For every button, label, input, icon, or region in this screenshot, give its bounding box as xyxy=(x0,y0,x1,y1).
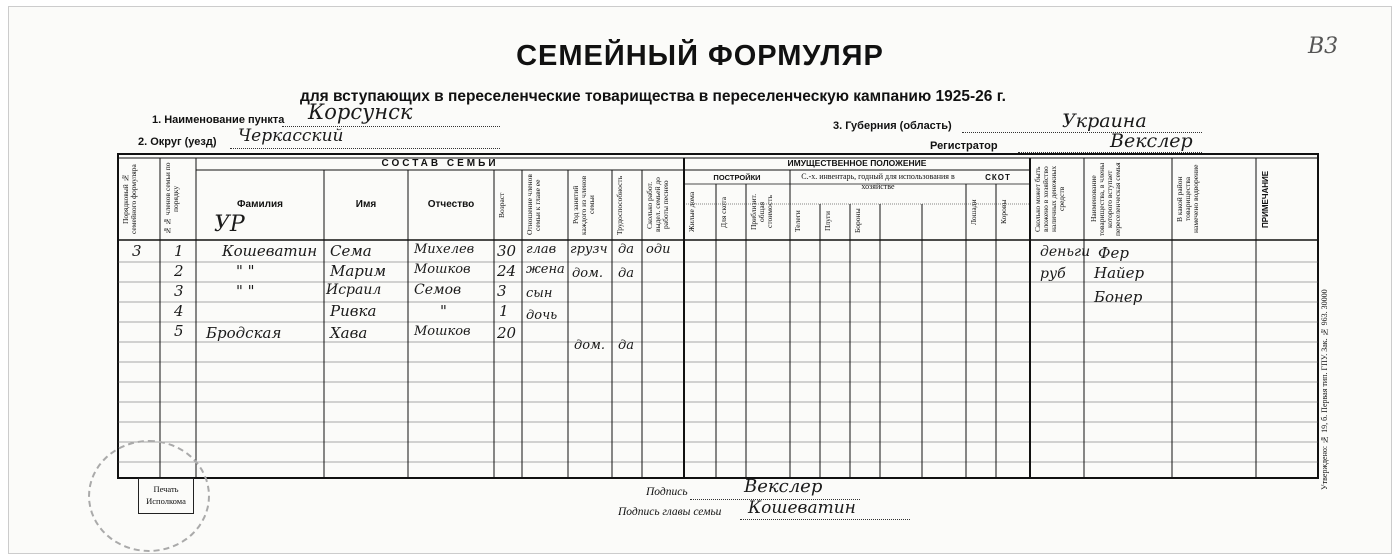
group-family-header: СОСТАВ СЕМЬИ xyxy=(381,158,499,169)
col-patronymic: Отчество xyxy=(427,199,475,210)
row4-patronymic: " xyxy=(440,302,447,320)
row1-surname: Кошеватин xyxy=(222,242,318,260)
col-notes: ПРИМЕЧАНИЕ xyxy=(1261,170,1270,228)
col-cattleshed: Для скота xyxy=(719,196,728,228)
okrug-value: Черкасский xyxy=(238,126,344,146)
col-age: Возраст xyxy=(497,192,506,218)
row3-patronymic: Семов xyxy=(414,282,462,298)
form-subtitle: для вступающих в переселенческие товарищества в переселенческую кампанию 1925-26 г. xyxy=(300,88,1006,105)
col-horses: Лошади xyxy=(969,199,978,225)
col-house: Жилые дома xyxy=(687,191,696,233)
row1-member-no: 1 xyxy=(174,242,184,260)
punkt-value: Корсунск xyxy=(308,100,413,124)
corner-mark: В3 xyxy=(1308,34,1339,59)
row1-patronymic: Михелев xyxy=(414,242,475,257)
row1-ability: да xyxy=(618,242,634,257)
buildings-header: ПОСТРОЙКИ xyxy=(713,173,761,182)
row3-member-no: 3 xyxy=(174,282,184,300)
col-ability: Трудоспособность xyxy=(615,175,624,235)
row5-occupation: дом. xyxy=(574,338,605,353)
head-signature-value: Кошеватин xyxy=(748,498,856,518)
row3-age: 3 xyxy=(497,282,507,300)
row4-name: Ривка xyxy=(330,302,377,320)
row3-partnership: Бонер xyxy=(1094,288,1143,306)
row2-occupation: дом. xyxy=(572,266,603,281)
row5-patronymic: Мошков xyxy=(414,324,471,339)
seal-box: Печать Исполкома xyxy=(138,478,194,514)
row2-patronymic: Мошков xyxy=(414,262,471,277)
col-name: Имя xyxy=(355,199,377,210)
row1-form-no: 3 xyxy=(132,242,142,260)
head-signature-label: Подпись главы семьи xyxy=(618,506,722,518)
col-approx: Приблизит. общая стоимость xyxy=(749,193,774,231)
gubernia-label: 3. Губерния (область) xyxy=(833,120,952,132)
row1-occupation: грузч xyxy=(570,242,608,257)
row1-name: Сема xyxy=(330,242,372,260)
punkt-label: 1. Наименование пункта xyxy=(152,114,285,126)
row2-relation: жена xyxy=(526,262,565,277)
surname-mark: УР xyxy=(214,212,245,237)
row5-ability: да xyxy=(618,338,634,353)
form-title: СЕМЕЙНЫЙ ФОРМУЛЯР xyxy=(516,40,884,72)
row2-ability: да xyxy=(618,266,634,281)
row1-workyears: оди xyxy=(646,242,671,257)
row4-age: 1 xyxy=(499,302,509,320)
gubernia-value: Украина xyxy=(1062,110,1147,132)
col-occupation: Род занятий каждого из членов семьи xyxy=(571,175,596,235)
row2-surname: " " xyxy=(236,262,255,280)
registrator-label: Регистратор xyxy=(930,140,998,152)
head-signature-line xyxy=(740,519,910,520)
row5-name: Хава xyxy=(330,324,368,342)
group-property-header: ИМУЩЕСТВЕННОЕ ПОЛОЖЕНИЕ xyxy=(787,158,927,168)
row1-money: деньги xyxy=(1040,244,1091,260)
row2-member-no: 2 xyxy=(174,262,184,280)
row5-member-no: 5 xyxy=(174,322,184,340)
col-cows: Коровы xyxy=(999,199,1008,225)
col-carts: Телеги xyxy=(793,210,802,232)
signature-label: Подпись xyxy=(646,486,688,498)
row4-relation: дочь xyxy=(526,308,558,323)
col-relation: Отношение членов семьи к главе ее xyxy=(525,174,542,236)
col-workyears: Сколько работ. выдел. семьей до работы песнею xyxy=(645,177,670,233)
row4-member-no: 4 xyxy=(174,302,184,320)
col-partnership: Наименование товарищества, в члены которого вступает переселенческая семья xyxy=(1089,162,1122,236)
col-form-no: Порядковый № семейного формуляра xyxy=(121,164,138,234)
row1-relation: глав xyxy=(526,242,557,257)
row5-surname: Бродская xyxy=(206,324,282,342)
col-region: В какой район товарищества намечено водворение xyxy=(1175,164,1200,234)
row2-partnership: Найер xyxy=(1094,264,1145,282)
inventory-header: С.-х. инвентарь, годный для использования в хозяйстве xyxy=(801,172,955,191)
okrug-label: 2. Округ (уезд) xyxy=(138,136,217,148)
row3-name: Исраил xyxy=(326,282,382,298)
row1-partnership: Фер xyxy=(1098,244,1129,262)
col-member-no: №№ членов семьи по порядку xyxy=(163,162,180,236)
row2-money: руб xyxy=(1040,266,1066,282)
row3-relation: сын xyxy=(526,286,553,301)
row5-age: 20 xyxy=(497,324,517,342)
registrator-value: Векслер xyxy=(1110,130,1193,152)
printer-note: Утверждено: № 19, б. Первая тип. ГПУ. Зак. № 963. 30000 xyxy=(1320,289,1329,490)
row2-name: Марим xyxy=(330,262,387,280)
col-harrows: Бороны xyxy=(853,208,862,234)
col-surname: Фамилия xyxy=(237,199,283,210)
row3-surname: " " xyxy=(236,282,255,300)
livestock-header: СКОТ xyxy=(985,173,1011,182)
row2-age: 24 xyxy=(497,262,517,280)
col-money: Сколько может быть вложено в хозяйство наличных денежных средств xyxy=(1033,165,1066,233)
signature-value: Векслер xyxy=(744,476,823,497)
col-ploughs: Плуги xyxy=(823,211,832,231)
row1-age: 30 xyxy=(497,242,517,260)
